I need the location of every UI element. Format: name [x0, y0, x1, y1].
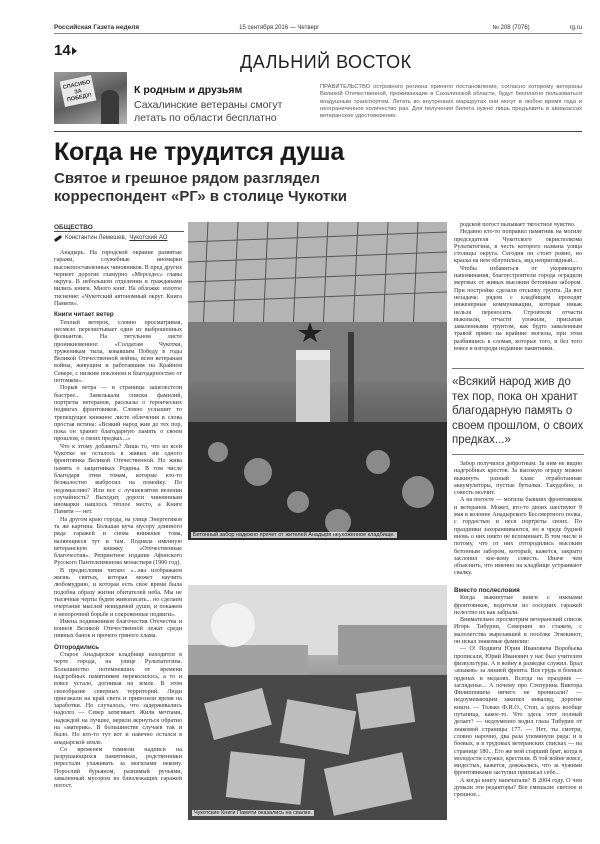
paragraph: родской погост вызывает тягостное чувство.	[460, 222, 576, 228]
teaser-kicker[interactable]: К родным и друзьям	[134, 84, 243, 96]
paragraph: Забор получился добротным. За ним не видно надгробных крестов. За высокую ограду можно выкинуть разный хлам: отработанные аккумуляторы, пустые бутылки. Такудобно, и совесть молчит.	[454, 461, 582, 497]
paragraph: Когда выкинутые книги с именами фронтовиков, водители из соседних гаражей нелестно их как забрали.	[454, 595, 582, 616]
article-rubric: ОБЩЕСТВО	[54, 224, 93, 231]
issue-date: 15 сентября 2016 — Четверг	[239, 24, 320, 31]
masthead-bar	[54, 22, 582, 34]
publication-name: Российская Газета неделя	[54, 24, 140, 31]
article-headline: Когда не трудится душа	[54, 138, 344, 166]
teaser-sign: СПАСИБО ЗА ПОБЕДУ!	[60, 75, 97, 107]
paragraph: Чтобы избавиться от укоряющего напоминания, благоустроители города оградили мертвых от живых высоким бетонным забором. При постройке сделали отсыпку грунта. Да вот незадача: рядом с кладбищем проходят инженерные коммуникации, которые никак нельзя переносить. Строители отчасти выкопали, отчасти уложили, присыпав заваленными грунтом, как будто заваленным травой прямо на крайние могилы, при этом разбившись к сломав, которые того, и без того вовсе в изгороди недавние памятники.	[454, 265, 582, 353]
teaser-figure	[101, 90, 119, 124]
divider	[54, 131, 582, 132]
pen-icon	[54, 234, 62, 241]
photo-cemetery-fence-illustration	[188, 222, 447, 540]
photo-books-trash	[188, 585, 447, 820]
divider	[54, 231, 184, 232]
teaser-photo	[54, 72, 127, 124]
photo1-caption: Бетонный забор надежно прячет от жителей Анадыря неухоженное кладбище.	[193, 532, 395, 538]
paragraph: Старое Анадырское кладбище находится в черте города, на улице Рультытегина. Большинство потемневших от времени надгробных памятников перекосилось, а то и вовсе устало, догнивая на земле. В этом своеобразие северных территорий. Люди приезжали на край света и привозили время на заработки. Но случалось, что задерживались надолго — Север затягивает. Жили мечтами, надеждой на лучшее, верили вернуться обратно на «материк». В большинстве случаев так и было. Но кто-то тут вот и навечно остался в анадырской земле.	[54, 652, 182, 746]
paragraph: А когда книгу напечатали? В 2004 году. О чем думали эти редакторы? Все смешали: светлое и грешное...	[454, 777, 582, 799]
site-url[interactable]: rg.ru	[569, 24, 582, 31]
paragraph: На другом краю города, на улице Энергетиков та же картина. Большая куча мусору длинного ряда гаражей и снова книжные тома, валяющиеся тут и там. Подняла именную ветеранскую книжку «Отечественные благочестия». Репринтное издание Афонского Русского Пантелеимонова монастыря (1906 год).	[54, 516, 182, 567]
column-right-mid	[454, 461, 582, 581]
column-left	[54, 250, 182, 832]
section-title: ДАЛЬНИЙ ВОСТОК	[240, 52, 412, 72]
paragraph: Теплый ветерок, словно просматривая, несмело перелистывает один из выброшенных фолиантов. На титульном листе проникновенное: «Солдатам Чукотки, труженикам тыла, ковавшим Победу в годы Великой Отечественной войны, всем ветеранам войны, живущим и работавшим на Крайнем Севере, с низким поклоном и благодарностью от потомков».	[54, 319, 182, 385]
paragraph: А на погосте — могилы бывших фронтовиков и ветеранов. Может, кто-то двоих шествуют 9 мая в колонне Анадырского Бессмертного полка, с гордостью и неся портреты своих. По праздники захоранвиваются, но в чреде будней вновь о них никто не вспоминает. В том числе и потому, что от них отгородились высоким бетонным забором, который, кажется, закрыто заслонил кое-кому совесть. Иначе чем объяснить, что именно на кладбище устраивают свалку.	[454, 497, 582, 577]
paragraph: Анадырь. На городской окраине развитые гаражи, служебные иномарки высокопоставленных чиновников. В пред других чернеет дорогие гламурно «Мерседес» главы округа. В небольшом отделении в гражданами вились книги. Много книг. На обложке золотое тиснение: «Чукотский автономный округ. Книга Памяти».	[54, 250, 182, 308]
paragraph: Порыв ветра — и страницы зашелестели быстрее... Замелькали списки фамилий, портреты ветеранов, рассказы о героических подвигах фронтовиков. Словно услышит то трепещущее книжное листе облечения в слова простая истина: «Всякий народ жив до тех пор, пока он хранит благодарную память о своем прошлом, о своих предках...»	[54, 385, 182, 443]
paragraph: Недавно кто-то поправил памятник на могиле председателя Чукотского окрисполкома Рультытегина, в честь которого названа улица столицы округа. Сегодня он стоит ровно, но краска на нем облупилась, вид неприглядный...	[454, 229, 582, 265]
author-region-link[interactable]: Чукотский АО	[129, 235, 168, 241]
paragraph: Внимательно просмотрим ветеранский список Игорь Тибурин, Севернин из стажем, с малолетства вырезавшей в посёлке Эгвекинот, он искал знакомые фамилии:	[454, 617, 582, 646]
byline	[54, 235, 167, 241]
pull-quote: «Всякий народ жив до тех пор, пока он хранит благодарную память о своем прошлом, о своих предках...»	[452, 368, 584, 455]
photo2-caption: Чукотские Книги Памяти оказались на свалке.	[194, 810, 313, 816]
paragraph: В предисловии читаю: «...мы изображаем жизнь святых, которая может научить любомудрию, и которая есть свое время была подобна образу жизни обитателей неба. Мы не тысячные черты будем живописать... но сделаем очертание мыслей невидимой души, и покажем в непорочной борьбе и сокровенные подвиги».	[54, 567, 182, 618]
page-arrow-icon	[72, 47, 77, 55]
paragraph: Что к этому добавить? Лишь то, что из всей Чукотке не осталось в живых ни одного фронтовика Великой Отечественной. Но жива память о защитниках Родины. В том числе благодаря этим томам, которые кто-то безжалостно выбросил на помойку. По недомыслию? Или все с лучшевзятом велении случайность? Выходит, дороги чиновникам иномарки нашлось теплое место, а Книге Памяти — нет.	[54, 443, 182, 516]
subheading: Отгородились	[54, 643, 100, 651]
page-number: 14	[54, 42, 71, 59]
photo-cemetery-fence	[188, 222, 447, 540]
photo-books-trash-illustration	[188, 585, 447, 820]
paragraph: Имена подвижников благочестия Отечества и воинов Великой Отечественной лежат среди пивных банок и прочего гряного хлама.	[54, 618, 182, 640]
column-right-top	[454, 222, 582, 358]
author-name: Константин Лемешев,	[65, 235, 127, 241]
article-subheadline: Святое и грешное рядом разглядел корреспондент «РГ» в столице Чукотки	[54, 170, 347, 205]
paragraph: — О! Подвиги Юрия Ивановича Воробьева прописали, Юрий Иванович у нас был учителем физкультуры. А в войну в разведке служил. Брал «языков» за линией фронта. Вся грудь в боевых орденах и медалях. Всегда на праздник — загляденье... А почему про Степурина Виктора Филипповича ничего не прописали? — недоумевающим закипел инвалид, дорогие книги. — Только Ф.И.О., Стоп, а здесь вообще путаница, какое-то. Что здесь этот полный делает? — недоуменно водил глаза Тибурин от знакомой страницы 177. — Нет, ты смотри, словно нарочно, два раза упомянули ряда: и в боевых, и в трудовых ветеранских списках — на странице 180... Его же мой старший брат, когда в молодости служил, крестили. В той войне вовсе, мидестых, кажется, дожжались, что за чужими фронтовиками заступил приписал себе...	[454, 646, 582, 777]
subheading: Книги читает ветер	[54, 311, 114, 319]
paragraph: Со временем темнели надписи на разрушающихся памятниках, родственники перестали ухаживать за могилами некому. Порослий бурьяном, разнимый ручьями, заваленный мусором из близлежащих гаражей погост.	[54, 746, 182, 790]
subheading: Вместо послесловия	[454, 587, 520, 594]
teaser-text: ПРАВИТЕЛЬСТВО островного региона приняло постановление, согласно которому ветераны Великой Отечественной, проживающие в Сахалинской области, будут бесплатно пользоваться воздушным транспортом. Летать во внутренних маршрутах они могут в любое время года и неограниченное количество раз. Для получения билета нужно лишь предъявить в авиакассах ветеранское удостоверение.	[320, 84, 582, 120]
teaser-title[interactable]: Сахалинские ветераны смогут летать по области бесплатно	[134, 99, 283, 124]
column-right-bottom	[454, 584, 582, 832]
issue-number: № 208 (7076)	[492, 24, 530, 31]
